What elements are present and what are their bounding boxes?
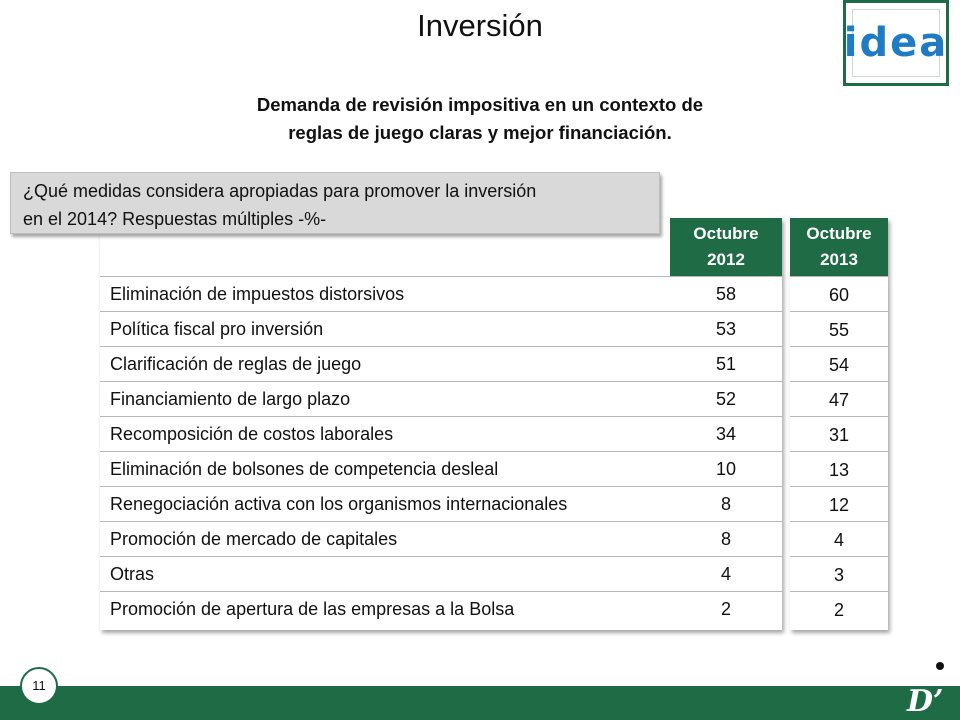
row-label: Financiamiento de largo plazo	[110, 389, 351, 409]
table-row	[100, 346, 782, 380]
value-2013: 31	[790, 416, 888, 450]
question-line-1: ¿Qué medidas considera apropiadas para promover la inversión	[23, 181, 537, 201]
subtitle-line-1: Demanda de revisión impositiva en un contexto de	[256, 94, 704, 115]
row-label: Renegociación activa con los organismos internacionales	[110, 494, 568, 514]
value-2012: 51	[715, 354, 737, 374]
value-2013: 13	[790, 451, 888, 485]
value-2012: 52	[715, 389, 737, 409]
table-row	[100, 591, 782, 630]
value-2013: 4	[790, 521, 888, 555]
value-2013: 54	[790, 346, 888, 380]
table-row	[100, 311, 782, 345]
header-year: 2013	[820, 250, 858, 269]
slide-title: Inversión	[417, 8, 543, 43]
table-row	[100, 276, 782, 310]
page-number: 11	[20, 667, 58, 705]
logo-text: idea	[843, 20, 949, 66]
table-row	[100, 416, 782, 450]
column-header-2012	[670, 218, 782, 276]
brand-mark: D’	[907, 684, 944, 719]
column-header-2013	[790, 218, 888, 276]
survey-question-box	[10, 172, 660, 234]
value-2012: 34	[715, 424, 737, 444]
value-2012: 2	[720, 599, 731, 619]
brand-dot-icon	[936, 662, 944, 670]
value-2013: 47	[790, 381, 888, 415]
row-label: Clarificación de reglas de juego	[110, 354, 362, 374]
subtitle-line-2: reglas de juego claras y mejor financiación.	[288, 122, 672, 143]
table-row	[100, 451, 782, 485]
value-2013: 12	[790, 486, 888, 520]
row-label: Política fiscal pro inversión	[110, 319, 324, 339]
footer-bar	[0, 686, 960, 720]
header-year: 2012	[707, 250, 745, 269]
table-row	[100, 486, 782, 520]
header-month: Octubre	[806, 224, 872, 243]
value-2013: 60	[790, 276, 888, 310]
row-label: Recomposición de costos laborales	[110, 424, 394, 444]
table-row	[100, 521, 782, 555]
logo-frame	[843, 9, 949, 77]
value-2012: 8	[720, 494, 731, 514]
question-line-2: en el 2014? Respuestas múltiples -%-	[23, 209, 327, 229]
results-table	[100, 218, 782, 630]
value-2012: 53	[715, 319, 737, 339]
value-2012: 58	[715, 284, 737, 304]
value-2013: 55	[790, 311, 888, 345]
value-2013: 3	[790, 556, 888, 590]
table-row	[100, 556, 782, 590]
idea-logo	[843, 0, 949, 86]
row-label: Otras	[110, 564, 155, 584]
column-2013-values	[790, 276, 888, 630]
table-row	[100, 381, 782, 415]
value-2013: 2	[790, 591, 888, 630]
row-label: Eliminación de bolsones de competencia desleal	[110, 459, 499, 479]
row-label: Eliminación de impuestos distorsivos	[110, 284, 405, 304]
header-month: Octubre	[693, 224, 759, 243]
slide-subtitle	[180, 91, 780, 147]
value-2012: 10	[715, 459, 737, 479]
value-2012: 8	[720, 529, 731, 549]
value-2012: 4	[720, 564, 731, 584]
row-label: Promoción de apertura de las empresas a la Bolsa	[110, 599, 515, 619]
row-label: Promoción de mercado de capitales	[110, 529, 398, 549]
